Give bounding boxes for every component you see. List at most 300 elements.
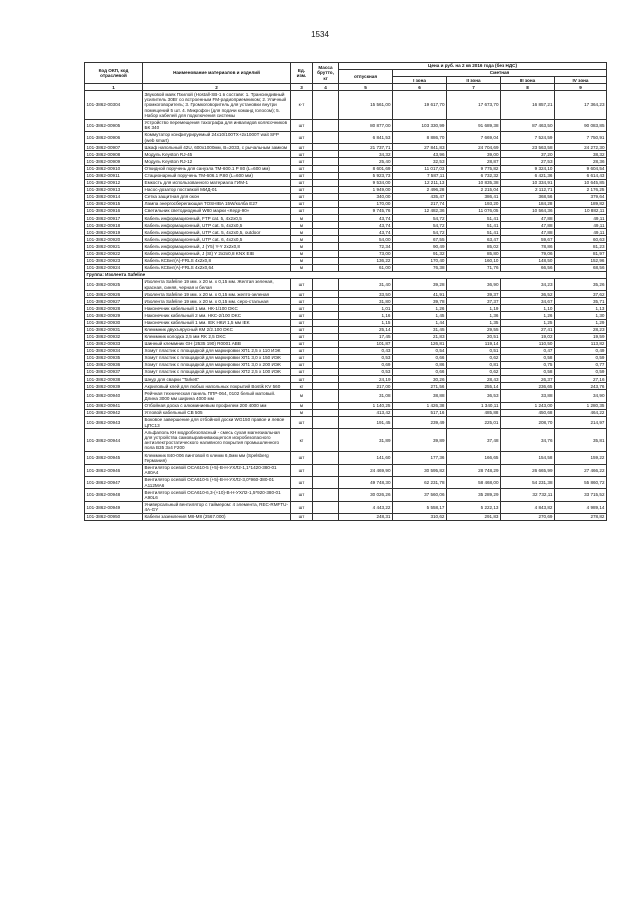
cell-p7: 51,41 xyxy=(447,229,501,236)
cell-p8: 0,58 xyxy=(501,354,555,361)
cell-p9: 0,59 xyxy=(555,354,607,361)
cell-name: Откидной поручень для санузла ТМ-600.1 Р 80 (L=600 мм) xyxy=(143,165,291,172)
cell-p9: 24 272,30 xyxy=(555,144,607,151)
cell-mass xyxy=(313,257,339,264)
group-heading: Группа: Изолента Safeline xyxy=(85,271,607,278)
cell-mass xyxy=(313,402,339,409)
cell-name: Устройство перемещения тахографа для инвалидов колясочников БК 340 xyxy=(143,119,291,131)
cell-p6: 435,47 xyxy=(393,193,447,200)
cell-name: Коммутатор конфигурируемый 24х10/100TX+2x1000T wait SFP (web smart) xyxy=(143,131,291,143)
cell-p5: 43,74 xyxy=(339,222,393,229)
cell-code: 101-3862-00917 xyxy=(85,215,143,222)
cell-p5: 34,32 xyxy=(339,151,393,158)
table-row xyxy=(85,514,607,521)
cell-p8: 32 732,11 xyxy=(501,489,555,501)
cell-unit: шт xyxy=(291,340,313,347)
cell-p9: 19,59 xyxy=(555,333,607,340)
cell-mass xyxy=(313,333,339,340)
cell-code: 101-3862-00932 xyxy=(85,333,143,340)
cell-p9: 37,62 xyxy=(555,291,607,298)
cell-p7: 71,76 xyxy=(447,264,501,271)
cell-p7: 386,41 xyxy=(447,193,501,200)
cell-code: 101-3862-00923 xyxy=(85,257,143,264)
cell-p6: 30,26 xyxy=(393,376,447,383)
table-row xyxy=(85,278,607,290)
cell-name: Хомут пластик с площадкой для маркировки ХП1 3,0 x 150 ИЭК xyxy=(143,354,291,361)
cell-mass xyxy=(313,305,339,312)
cell-mass xyxy=(313,151,339,158)
cell-unit: шт xyxy=(291,452,313,464)
cell-p5: 43,74 xyxy=(339,229,393,236)
cell-p7: 1,36 xyxy=(447,312,501,319)
cell-mass xyxy=(313,476,339,488)
cell-p8: 1,26 xyxy=(501,312,555,319)
cell-p8: 10 564,36 xyxy=(501,208,555,215)
cell-code: 101-3862-00304 xyxy=(85,91,143,119)
cell-p8: 87 463,50 xyxy=(501,119,555,131)
cell-unit: м xyxy=(291,222,313,229)
header-code: Код ОКП, код отраслевой xyxy=(85,63,143,84)
cell-unit: шт xyxy=(291,158,313,165)
column-index: 6 xyxy=(393,84,447,91)
cell-unit: м xyxy=(291,243,313,250)
cell-p7: 0,51 xyxy=(447,347,501,354)
cell-p5: 1 140,25 xyxy=(339,402,393,409)
cell-p6: 177,36 xyxy=(393,452,447,464)
cell-unit: м xyxy=(291,215,313,222)
cell-p8: 9 324,10 xyxy=(501,165,555,172)
cell-name: Вентилятор осевой ОСА610-5 (+5)-В-Н-УХЛ2-1,1*1420-380-01 А80А4 xyxy=(143,464,291,476)
cell-code: 101-3862-00935 xyxy=(85,354,143,361)
cell-p6: 11 017,03 xyxy=(393,165,447,172)
cell-p8: 450,68 xyxy=(501,409,555,416)
table-row xyxy=(85,326,607,333)
cell-p5: 80 877,00 xyxy=(339,119,393,131)
cell-code: 101-3862-00950 xyxy=(85,514,143,521)
cell-unit: шт xyxy=(291,291,313,298)
cell-p7: 193,20 xyxy=(447,200,501,207)
cell-p6: 5 558,17 xyxy=(393,501,447,513)
cell-mass xyxy=(313,347,339,354)
table-row xyxy=(85,144,607,151)
cell-code: 101-3862-00913 xyxy=(85,186,143,193)
table-row xyxy=(85,361,607,368)
cell-p7: 6 732,32 xyxy=(447,172,501,179)
cell-p5: 31,80 xyxy=(339,298,393,305)
cell-name: Емкость для использованного материала ГИМ-1 xyxy=(143,179,291,186)
cell-unit: шт xyxy=(291,119,313,131)
cell-mass xyxy=(313,91,339,119)
cell-p8: 36,52 xyxy=(501,291,555,298)
cell-p6: 0,66 xyxy=(393,369,447,376)
cell-unit: м xyxy=(291,402,313,409)
table-row xyxy=(85,222,607,229)
cell-p9: 34,90 xyxy=(555,390,607,402)
cell-p8: 1,10 xyxy=(501,305,555,312)
cell-code: 101-3862-00928 xyxy=(85,305,143,312)
cell-mass xyxy=(313,361,339,368)
cell-code: 101-3862-00915 xyxy=(85,200,143,207)
cell-name: Вентилятор осевой ОСА610-5 (+5)-В-Н-УХЛ2-3,0*960-380-01 А112МА6 xyxy=(143,476,291,488)
cell-p6: 12 482,36 xyxy=(393,208,447,215)
cell-p9: 243,76 xyxy=(555,383,607,390)
cell-unit: шт xyxy=(291,193,313,200)
cell-code: 101-3862-00926 xyxy=(85,291,143,298)
cell-p7: 10 835,38 xyxy=(447,179,501,186)
cell-p6: 39,28 xyxy=(393,278,447,290)
cell-p6: 39,89 xyxy=(393,429,447,452)
header-mass: Масса брутто, кг xyxy=(313,63,339,84)
cell-p8: 59,67 xyxy=(501,236,555,243)
cell-p8: 27,53 xyxy=(501,158,555,165)
cell-p7: 1 340,11 xyxy=(447,402,501,409)
table-row xyxy=(85,452,607,464)
cell-p9: 49,11 xyxy=(555,215,607,222)
cell-p8: 154,58 xyxy=(501,452,555,464)
cell-mass xyxy=(313,452,339,464)
cell-p5: 15 561,00 xyxy=(339,91,393,119)
cell-unit: шт xyxy=(291,319,313,326)
cell-p6: 90,49 xyxy=(393,243,447,250)
cell-name: Изолента Safeline 19 мм. х 20 м. х 0,15 мм. серо-стальная xyxy=(143,298,291,305)
cell-name: Модуль Keyston RJ-12 xyxy=(143,158,291,165)
cell-name: Угловой кабельный СВ 505 xyxy=(143,409,291,416)
cell-name: Клеммник двухъярусный КМ 2/2.100 DKC xyxy=(143,326,291,333)
cell-p6: 54,72 xyxy=(393,222,447,229)
cell-p5: 191,45 xyxy=(339,416,393,428)
cell-name: Модуль Keyston RJ-45 xyxy=(143,151,291,158)
cell-p6: 239,49 xyxy=(393,416,447,428)
cell-name: Кабель КСБнг(А)-FRLS 4x2x0,8 xyxy=(143,257,291,264)
cell-name: Кабель информационный, FTP cat. 5, 4x2x0,5 xyxy=(143,215,291,222)
cell-code: 101-3862-00941 xyxy=(85,402,143,409)
cell-code: 101-3862-00929 xyxy=(85,312,143,319)
cell-name: Клеммник колодка 2,5 мм RK 2,5 DKC xyxy=(143,333,291,340)
cell-p8: 26 665,99 xyxy=(501,464,555,476)
table-row xyxy=(85,383,607,390)
cell-p5: 101,87 xyxy=(339,340,393,347)
cell-unit: кг xyxy=(291,429,313,452)
table-row xyxy=(85,298,607,305)
table-row xyxy=(85,333,607,340)
cell-name: Хомут пластик с площадкой для маркировки ХП2 2,5 x 100 ИЭК xyxy=(143,369,291,376)
cell-p6: 12 211,13 xyxy=(393,179,447,186)
cell-p9: 90 083,85 xyxy=(555,119,607,131)
cell-p9: 60,63 xyxy=(555,236,607,243)
cell-p9: 6 614,43 xyxy=(555,172,607,179)
cell-mass xyxy=(313,464,339,476)
cell-p6: 43,96 xyxy=(393,151,447,158)
header-price: Цена и руб. на 2 кв 2016 года (без НДС) xyxy=(339,63,607,70)
cell-p7: 9 775,82 xyxy=(447,165,501,172)
cell-p9: 28,23 xyxy=(555,326,607,333)
cell-p7: 7 669,04 xyxy=(447,131,501,143)
header-zone-3: III зона xyxy=(501,77,555,84)
cell-unit: шт xyxy=(291,361,313,368)
cell-code: 101-3862-00909 xyxy=(85,158,143,165)
cell-code: 101-3862-00947 xyxy=(85,476,143,488)
cell-mass xyxy=(313,489,339,501)
cell-code: 101-3862-00905 xyxy=(85,119,143,131)
cell-code: 101-3862-00930 xyxy=(85,319,143,326)
cell-unit: к-т xyxy=(291,91,313,119)
cell-name: Кабель информационный, UTP cat. 5, 4x2x0,5, outdoor xyxy=(143,229,291,236)
cell-p8: 1,25 xyxy=(501,319,555,326)
cell-p8: 148,50 xyxy=(501,257,555,264)
cell-name: Хомут пластик с площадкой для маркировки ХП1 2,5 x 110 ИЭК xyxy=(143,347,291,354)
cell-p6: 67,55 xyxy=(393,236,447,243)
cell-p8: 54 231,38 xyxy=(501,476,555,488)
cell-mass xyxy=(313,119,339,131)
cell-p7: 0,81 xyxy=(447,361,501,368)
table-row xyxy=(85,215,607,222)
cell-unit: шт xyxy=(291,333,313,340)
table-row xyxy=(85,119,607,131)
cell-p7: 2 215,04 xyxy=(447,186,501,193)
cell-mass xyxy=(313,278,339,290)
table-row xyxy=(85,229,607,236)
table-row xyxy=(85,340,607,347)
cell-name: Шнур для сварки "Tarkett" xyxy=(143,376,291,383)
cell-p7: 255,14 xyxy=(447,383,501,390)
cell-name: Шинный клеммник GH (2535 190) R0001 ABB xyxy=(143,340,291,347)
cell-p9: 7 750,91 xyxy=(555,131,607,143)
cell-mass xyxy=(313,501,339,513)
cell-p8: 236,65 xyxy=(501,383,555,390)
cell-unit: шт xyxy=(291,312,313,319)
cell-p6: 103 330,99 xyxy=(393,119,447,131)
cell-p9: 38,32 xyxy=(555,151,607,158)
cell-p9: 379,64 xyxy=(555,193,607,200)
table-row xyxy=(85,354,607,361)
cell-code: 101-3862-00908 xyxy=(85,151,143,158)
cell-p9: 0,49 xyxy=(555,347,607,354)
cell-p6: 30 595,82 xyxy=(393,464,447,476)
cell-p5: 5 923,73 xyxy=(339,172,393,179)
cell-p9: 278,82 xyxy=(555,514,607,521)
table-row xyxy=(85,390,607,402)
cell-p8: 47,88 xyxy=(501,222,555,229)
cell-p5: 31,08 xyxy=(339,390,393,402)
cell-code: 101-3862-00939 xyxy=(85,383,143,390)
cell-p7: 35 289,29 xyxy=(447,489,501,501)
cell-p6: 37 560,06 xyxy=(393,489,447,501)
cell-mass xyxy=(313,369,339,376)
cell-name: Кабель информационный, J (Y5) Y-Y 2x2x0,8 xyxy=(143,243,291,250)
cell-p5: 25,40 xyxy=(339,158,393,165)
cell-p5: 1,15 xyxy=(339,319,393,326)
cell-p9: 214,97 xyxy=(555,416,607,428)
cell-p8: 79,06 xyxy=(501,250,555,257)
cell-unit: шт xyxy=(291,376,313,383)
cell-p6: 8 886,70 xyxy=(393,131,447,143)
cell-p9: 10 882,11 xyxy=(555,208,607,215)
cell-code: 101-3862-00949 xyxy=(85,501,143,513)
cell-name: Клеммник 840-006 винтовой 6 клемм 6,0мм мм (Spelsberg Германия) xyxy=(143,452,291,464)
cell-code: 101-3862-00916 xyxy=(85,208,143,215)
table-row xyxy=(85,464,607,476)
cell-p6: 19 617,70 xyxy=(393,91,447,119)
cell-mass xyxy=(313,200,339,207)
cell-p6: 41,91 xyxy=(393,291,447,298)
cell-p7: 63,47 xyxy=(447,236,501,243)
cell-unit: м xyxy=(291,229,313,236)
cell-p7: 0,62 xyxy=(447,369,501,376)
cell-mass xyxy=(313,291,339,298)
cell-p5: 1,01 xyxy=(339,305,393,312)
cell-p7: 58 468,00 xyxy=(447,476,501,488)
cell-code: 101-3862-00925 xyxy=(85,278,143,290)
cell-mass xyxy=(313,416,339,428)
cell-name: Хомут пластик с площадкой для маркировки ХП1 3,0 x 200 ИЭК xyxy=(143,361,291,368)
cell-mass xyxy=(313,186,339,193)
cell-mass xyxy=(313,222,339,229)
table-row xyxy=(85,193,607,200)
cell-mass xyxy=(313,236,339,243)
cell-p8: 34,23 xyxy=(501,278,555,290)
cell-p8: 6 421,36 xyxy=(501,172,555,179)
page-number: 1534 xyxy=(311,30,329,39)
cell-p8: 270,69 xyxy=(501,514,555,521)
cell-p6: 0,86 xyxy=(393,361,447,368)
header-name: Наименование материалов и изделий xyxy=(143,63,291,84)
cell-p5: 72,34 xyxy=(339,243,393,250)
cell-unit: шт xyxy=(291,347,313,354)
cell-mass xyxy=(313,215,339,222)
cell-code: 101-3862-00937 xyxy=(85,369,143,376)
column-index: 9 xyxy=(555,84,607,91)
cell-name: Кабель информационный, UTP cat. 6, 4x2x0,5 xyxy=(143,236,291,243)
cell-p5: 4 443,22 xyxy=(339,501,393,513)
table-row xyxy=(85,402,607,409)
cell-mass xyxy=(313,390,339,402)
cell-p6: 0,54 xyxy=(393,347,447,354)
cell-mass xyxy=(313,429,339,452)
cell-unit: шт xyxy=(291,131,313,143)
cell-p5: 0,53 xyxy=(339,354,393,361)
cell-p5: 1 949,00 xyxy=(339,186,393,193)
cell-p5: 24 469,90 xyxy=(339,464,393,476)
cell-p6: 217,74 xyxy=(393,200,447,207)
cell-p8: 2 112,71 xyxy=(501,186,555,193)
cell-p9: 28,36 xyxy=(555,158,607,165)
cell-p9: 81,23 xyxy=(555,243,607,250)
cell-p9: 113,82 xyxy=(555,340,607,347)
cell-p7: 37,48 xyxy=(447,429,501,452)
cell-code: 101-3862-00945 xyxy=(85,452,143,464)
cell-p9: 152,96 xyxy=(555,257,607,264)
cell-p8: 37,20 xyxy=(501,151,555,158)
cell-unit: м xyxy=(291,264,313,271)
cell-name: Сетка защитная для окон xyxy=(143,193,291,200)
cell-p9: 35,26 xyxy=(555,278,607,290)
cell-p7: 5 222,13 xyxy=(447,501,501,513)
column-index: 4 xyxy=(313,84,339,91)
cell-p6: 39,78 xyxy=(393,298,447,305)
cell-code: 101-3862-00921 xyxy=(85,243,143,250)
cell-unit: шт xyxy=(291,326,313,333)
cell-unit: шт xyxy=(291,416,313,428)
cell-name: Кабели заземления М8-М8 (2567.000) xyxy=(143,514,291,521)
cell-unit: шт xyxy=(291,208,313,215)
cell-p5: 413,42 xyxy=(339,409,393,416)
cell-p5: 31,40 xyxy=(339,278,393,290)
cell-p5: 25,14 xyxy=(339,326,393,333)
cell-p8: 184,28 xyxy=(501,200,555,207)
cell-p7: 1,19 xyxy=(447,305,501,312)
cell-p5: 31,89 xyxy=(339,429,393,452)
cell-name: Кабель информационный, J (St) Y 2x2x0,8 KNX EIB xyxy=(143,250,291,257)
cell-mass xyxy=(313,193,339,200)
cell-p7: 36,53 xyxy=(447,390,501,402)
cell-p6: 1,44 xyxy=(393,319,447,326)
column-index: 1 xyxy=(85,84,143,91)
cell-code: 101-3862-00936 xyxy=(85,361,143,368)
cell-p5: 340,00 xyxy=(339,193,393,200)
cell-unit: шт xyxy=(291,514,313,521)
cell-unit: м xyxy=(291,409,313,416)
cell-code: 101-3862-00943 xyxy=(85,416,143,428)
column-index: 7 xyxy=(447,84,501,91)
cell-p9: 1 280,35 xyxy=(555,402,607,409)
cell-p6: 31,45 xyxy=(393,326,447,333)
table-row xyxy=(85,236,607,243)
cell-p6: 54,72 xyxy=(393,215,447,222)
table-row xyxy=(85,312,607,319)
cell-code: 101-3862-00924 xyxy=(85,264,143,271)
cell-p9: 1,29 xyxy=(555,319,607,326)
cell-name: Кабель КСБнг(А)-FRLS 4x2x0,64 xyxy=(143,264,291,271)
cell-mass xyxy=(313,179,339,186)
cell-p8: 34,67 xyxy=(501,298,555,305)
cell-p7: 17 673,70 xyxy=(447,91,501,119)
cell-unit: шт xyxy=(291,354,313,361)
cell-p9: 33 715,52 xyxy=(555,489,607,501)
column-index: 5 xyxy=(339,84,393,91)
cell-p7: 85,02 xyxy=(447,243,501,250)
cell-mass xyxy=(313,312,339,319)
cell-p7: 24 704,69 xyxy=(447,144,501,151)
cell-p5: 170,00 xyxy=(339,200,393,207)
cell-mass xyxy=(313,165,339,172)
cell-p8: 26,37 xyxy=(501,376,555,383)
cell-p9: 35,81 xyxy=(555,429,607,452)
cell-p5: 73,00 xyxy=(339,250,393,257)
cell-p5: 0,43 xyxy=(339,347,393,354)
cell-mass xyxy=(313,409,339,416)
cell-p8: 78,86 xyxy=(501,243,555,250)
table-row xyxy=(85,291,607,298)
header-release: отпускная xyxy=(339,70,393,84)
cell-p7: 166,65 xyxy=(447,452,501,464)
cell-p9: 27 466,22 xyxy=(555,464,607,476)
cell-p9: 1,13 xyxy=(555,305,607,312)
cell-p8: 19,02 xyxy=(501,333,555,340)
cell-p5: 0,53 xyxy=(339,369,393,376)
cell-unit: шт xyxy=(291,144,313,151)
cell-code: 101-3862-00911 xyxy=(85,172,143,179)
cell-code: 101-3862-00914 xyxy=(85,193,143,200)
table-row xyxy=(85,376,607,383)
cell-mass xyxy=(313,131,339,143)
cell-p6: 76,38 xyxy=(393,264,447,271)
cell-unit: м xyxy=(291,257,313,264)
cell-p7: 20,51 xyxy=(447,333,501,340)
cell-p9: 81,97 xyxy=(555,250,607,257)
cell-p7: 11 076,05 xyxy=(447,208,501,215)
table-row xyxy=(85,151,607,158)
cell-name: Наконечник кабельный 1 мм. НК-1/100 DKC xyxy=(143,305,291,312)
